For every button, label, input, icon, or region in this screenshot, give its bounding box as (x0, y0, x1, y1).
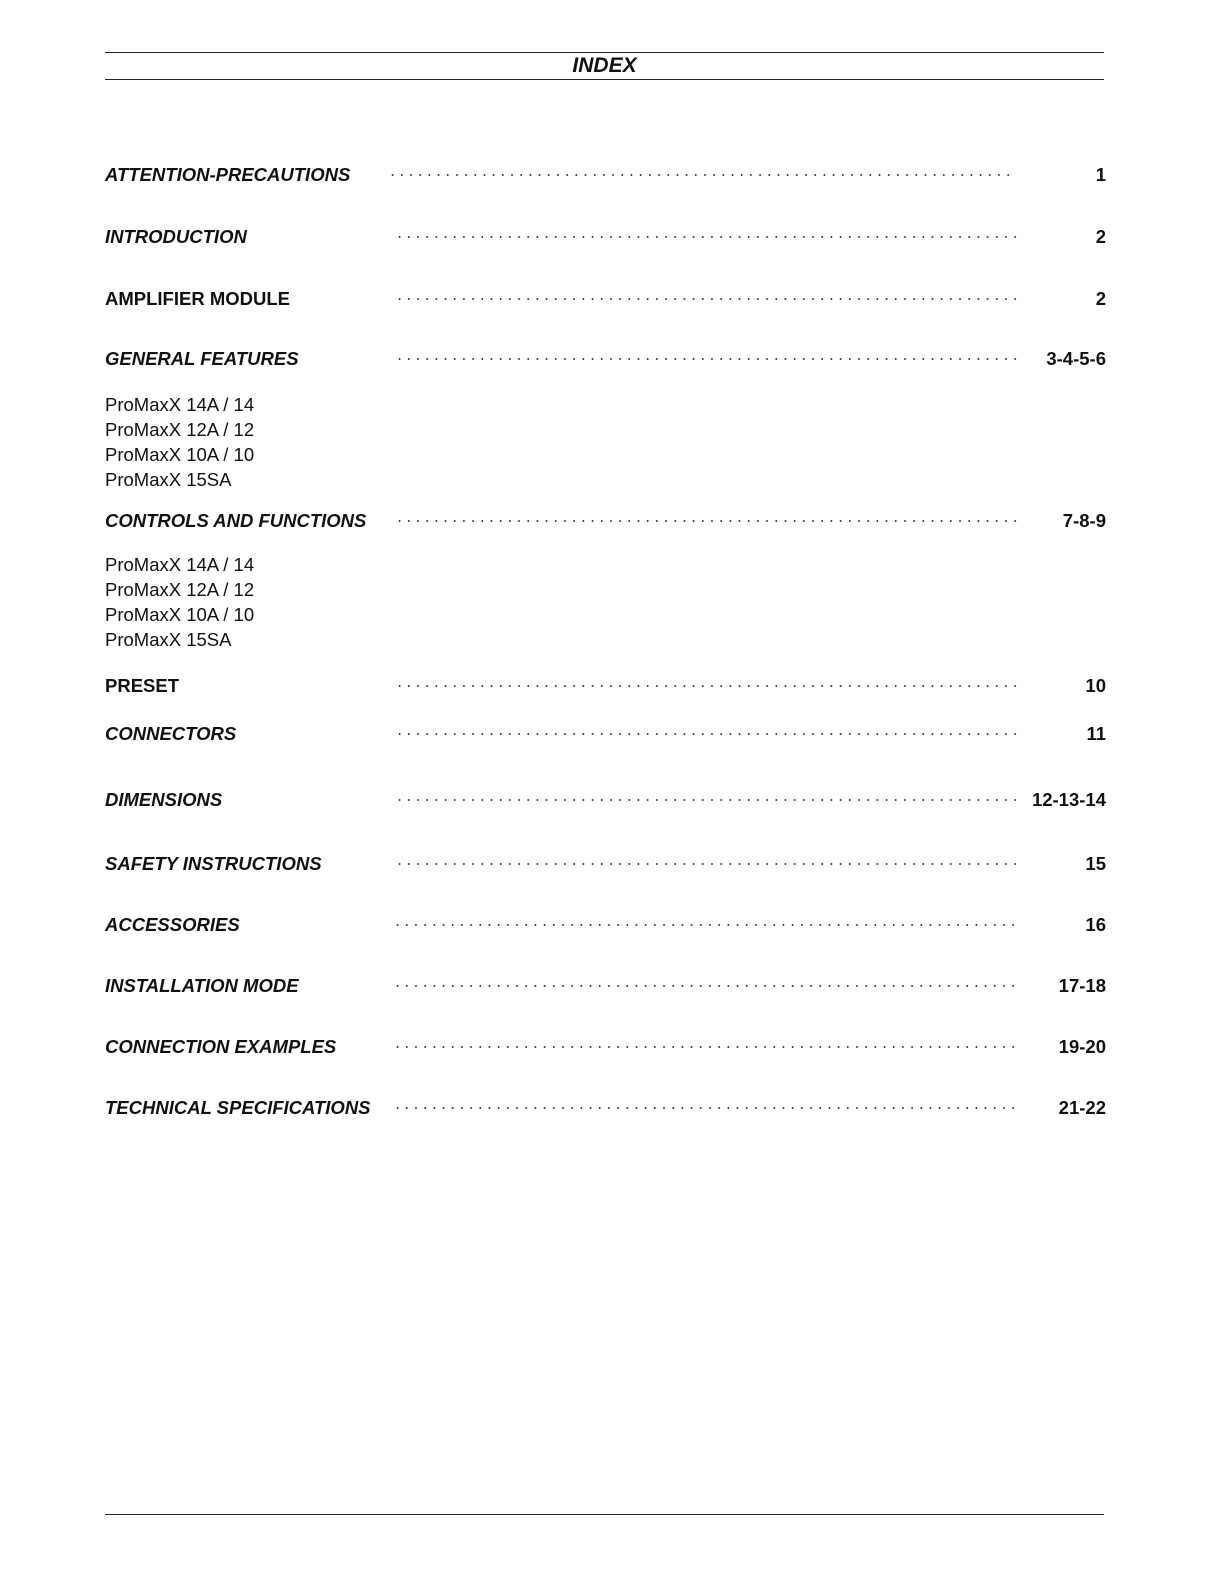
toc-entry[interactable] (105, 673, 1106, 699)
toc-entry[interactable] (105, 912, 1106, 938)
model-name: ProMaxX 10A / 10 (105, 444, 255, 465)
header-bottom-rule (105, 79, 1104, 80)
toc-entry-label: ATTENTION-PRECAUTIONS (105, 164, 351, 185)
toc-entry[interactable] (105, 851, 1106, 877)
dot-leader (395, 733, 1021, 735)
toc-entry-page: 3-4-5-6 (1046, 348, 1106, 369)
toc-entry[interactable] (105, 1034, 1106, 1060)
toc-entry-label: AMPLIFIER MODULE (105, 288, 290, 309)
toc-entry-label: CONNECTORS (105, 723, 237, 744)
toc-entry[interactable] (105, 1095, 1106, 1121)
toc-entry-page: 11 (1086, 723, 1106, 744)
dot-leader (395, 685, 1021, 687)
toc-entry-label: TECHNICAL SPECIFICATIONS (105, 1097, 371, 1118)
toc-entry-label: SAFETY INSTRUCTIONS (105, 853, 322, 874)
dot-leader (393, 1107, 1021, 1109)
page-title: INDEX (572, 54, 637, 77)
toc-entry-label: CONTROLS AND FUNCTIONS (105, 510, 367, 531)
toc-entry-page: 12-13-14 (1031, 789, 1106, 810)
toc-entry-label: ACCESSORIES (105, 914, 240, 935)
dot-leader (395, 358, 1021, 360)
toc-entry-page: 1 (1095, 164, 1106, 185)
toc-entry-label: INSTALLATION MODE (105, 975, 299, 996)
dot-leader (395, 298, 1021, 300)
model-name: ProMaxX 15SA (105, 469, 232, 490)
footer-rule (105, 1514, 1104, 1515)
toc-entry-page: 21-22 (1058, 1097, 1106, 1118)
toc-entry[interactable] (105, 346, 1106, 372)
dot-leader (395, 520, 1021, 522)
toc-entry-label: DIMENSIONS (105, 789, 223, 810)
toc-entry-page: 7-8-9 (1062, 510, 1106, 531)
model-name: ProMaxX 10A / 10 (105, 604, 255, 625)
dot-leader (393, 924, 1021, 926)
model-name: ProMaxX 15SA (105, 629, 232, 650)
toc-entry[interactable] (105, 508, 1106, 534)
dot-leader (393, 985, 1021, 987)
dot-leader (395, 236, 1021, 238)
model-name: ProMaxX 14A / 14 (105, 394, 255, 415)
toc-entry-page: 15 (1085, 853, 1106, 874)
dot-leader (393, 1046, 1021, 1048)
toc-entry-label: INTRODUCTION (105, 226, 247, 247)
toc-entry[interactable] (105, 286, 1106, 312)
toc-entry[interactable] (105, 224, 1106, 250)
toc-entry-label: CONNECTION EXAMPLES (105, 1036, 337, 1057)
model-name: ProMaxX 12A / 12 (105, 579, 255, 600)
toc-entry[interactable] (105, 162, 1106, 188)
toc-entry-page: 2 (1095, 288, 1106, 309)
toc-entry-page: 16 (1085, 914, 1106, 935)
model-name: ProMaxX 14A / 14 (105, 554, 255, 575)
toc-entry[interactable] (105, 721, 1106, 747)
toc-entry-page: 19-20 (1058, 1036, 1106, 1057)
dot-leader (395, 863, 1021, 865)
toc-entry-page: 10 (1085, 675, 1106, 696)
toc-entry-label: GENERAL FEATURES (105, 348, 299, 369)
toc-entry[interactable] (105, 787, 1106, 813)
toc-entry[interactable] (105, 973, 1106, 999)
dot-leader (395, 799, 1021, 801)
model-name: ProMaxX 12A / 12 (105, 419, 255, 440)
dot-leader (388, 174, 1014, 176)
toc-entry-page: 17-18 (1058, 975, 1106, 996)
toc-entry-page: 2 (1095, 226, 1106, 247)
toc-entry-label: PRESET (105, 675, 180, 696)
